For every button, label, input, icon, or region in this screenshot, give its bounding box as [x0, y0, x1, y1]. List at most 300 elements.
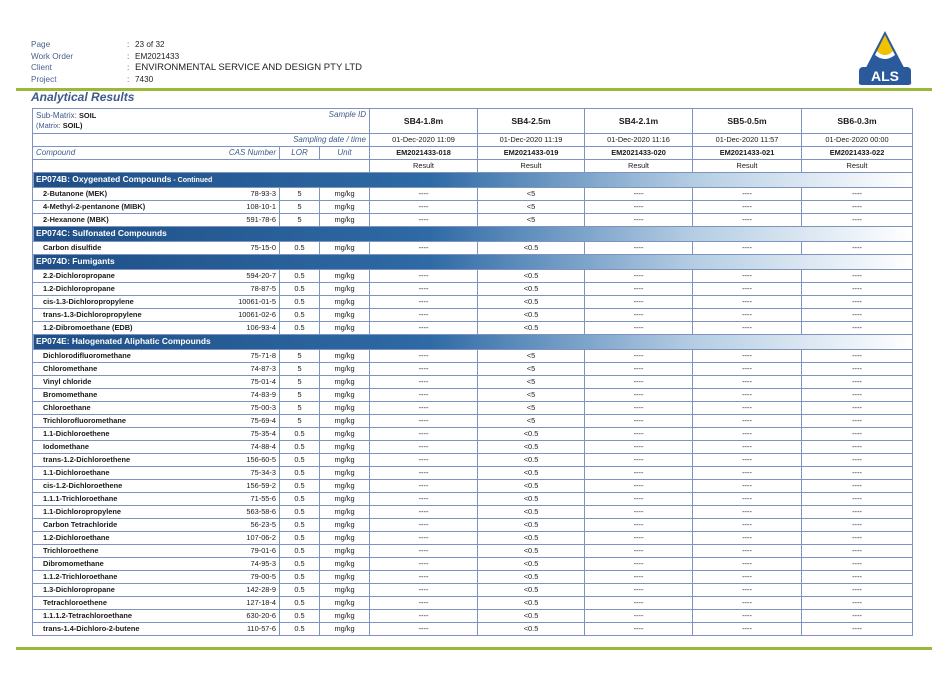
table-row [33, 376, 913, 389]
section-header-row [33, 173, 913, 188]
table-row [33, 428, 913, 441]
sampling-date-cell: 01-Dec-2020 11:19 [478, 134, 585, 147]
result-cell: ---- [585, 441, 693, 454]
unit-cell: mg/kg [320, 242, 370, 255]
compound-cell: 4-Methyl-2-pentanone (MIBK) [33, 201, 208, 214]
result-cell: ---- [370, 188, 478, 201]
result-cell: ---- [802, 467, 913, 480]
lor-cell: 0.5 [280, 242, 320, 255]
result-cell: ---- [370, 558, 478, 571]
result-cell: <0.5 [478, 610, 585, 623]
cas-cell: 156-59-2 [208, 480, 280, 493]
lor-cell: 0.5 [280, 480, 320, 493]
sample-id-cell: SB6-0.3m [802, 109, 913, 134]
result-cell: ---- [693, 506, 802, 519]
meta-value: 7430 [135, 74, 154, 84]
cas-cell: 75-34-3 [208, 467, 280, 480]
lor-cell: 0.5 [280, 322, 320, 335]
result-cell: ---- [693, 363, 802, 376]
compound-cell: Tetrachloroethene [33, 597, 208, 610]
result-cell: ---- [585, 610, 693, 623]
lab-id-cell: EM2021433-021 [693, 147, 802, 160]
result-cell: <0.5 [478, 467, 585, 480]
result-cell: ---- [585, 214, 693, 227]
unit-cell: mg/kg [320, 283, 370, 296]
report-meta [31, 39, 362, 85]
page-title: Analytical Results [31, 90, 135, 104]
result-cell: ---- [370, 623, 478, 636]
lor-cell: 5 [280, 376, 320, 389]
meta-label: Client [31, 63, 52, 73]
result-cell: ---- [585, 558, 693, 571]
lab-id-cell: EM2021433-022 [802, 147, 913, 160]
result-cell: ---- [802, 493, 913, 506]
result-cell: ---- [585, 296, 693, 309]
lor-cell: 0.5 [280, 597, 320, 610]
result-cell: ---- [802, 545, 913, 558]
result-cell: ---- [585, 283, 693, 296]
result-label: Result [370, 160, 478, 173]
result-cell: ---- [585, 545, 693, 558]
table-row [33, 493, 913, 506]
section-title [33, 255, 913, 270]
result-cell: ---- [802, 506, 913, 519]
result-cell: ---- [693, 270, 802, 283]
result-cell: ---- [693, 441, 802, 454]
section-header-row [33, 255, 913, 270]
result-cell: <0.5 [478, 428, 585, 441]
result-cell: ---- [693, 283, 802, 296]
result-cell: ---- [370, 597, 478, 610]
lor-cell: 5 [280, 402, 320, 415]
result-cell: ---- [585, 571, 693, 584]
cas-cell: 75-69-4 [208, 415, 280, 428]
result-cell: ---- [370, 493, 478, 506]
result-cell: ---- [802, 363, 913, 376]
result-cell: ---- [802, 322, 913, 335]
unit-cell: mg/kg [320, 389, 370, 402]
sampling-date-cell: 01-Dec-2020 11:09 [370, 134, 478, 147]
cas-cell: 75-35-4 [208, 428, 280, 441]
meta-label: Work Order [31, 51, 74, 61]
sampling-date-cell: 01-Dec-2020 11:57 [693, 134, 802, 147]
result-cell: <5 [478, 363, 585, 376]
cas-cell: 156-60-5 [208, 454, 280, 467]
result-cell: ---- [585, 389, 693, 402]
unit-cell: mg/kg [320, 415, 370, 428]
compound-cell: Chloroethane [33, 402, 208, 415]
compound-cell: Iodomethane [33, 441, 208, 454]
result-cell: ---- [370, 480, 478, 493]
lor-cell: 0.5 [280, 532, 320, 545]
unit-cell: mg/kg [320, 441, 370, 454]
result-cell: ---- [693, 188, 802, 201]
result-cell: ---- [370, 201, 478, 214]
cas-cell: 10061-02-6 [208, 309, 280, 322]
compound-cell: Trichloroethene [33, 545, 208, 558]
bottom-rule [16, 647, 932, 650]
lor-cell: 0.5 [280, 623, 320, 636]
result-cell: ---- [370, 270, 478, 283]
unit-cell: mg/kg [320, 493, 370, 506]
lab-id-cell: EM2021433-019 [478, 147, 585, 160]
lor-cell: 0.5 [280, 283, 320, 296]
result-cell: <5 [478, 201, 585, 214]
result-cell: ---- [802, 623, 913, 636]
result-cell: ---- [585, 454, 693, 467]
result-cell: ---- [693, 454, 802, 467]
lor-cell: 5 [280, 214, 320, 227]
result-cell: ---- [802, 584, 913, 597]
result-cell: ---- [693, 558, 802, 571]
lor-cell: 0.5 [280, 545, 320, 558]
result-cell: <0.5 [478, 480, 585, 493]
result-cell: ---- [370, 402, 478, 415]
lor-cell: 0.5 [280, 584, 320, 597]
lor-cell: 5 [280, 350, 320, 363]
table-row [33, 441, 913, 454]
result-cell: ---- [370, 376, 478, 389]
cas-cell: 71-55-6 [208, 493, 280, 506]
meta-work-order-row: Work Order : EM2021433 [31, 51, 180, 61]
meta-project-row: Project : 7430 [31, 74, 154, 84]
result-cell: ---- [585, 188, 693, 201]
meta-label: Page [31, 40, 51, 49]
result-cell: <0.5 [478, 545, 585, 558]
result-cell: ---- [585, 242, 693, 255]
matrix-value: SOIL) [62, 121, 83, 130]
cas-cell: 563-58-6 [208, 506, 280, 519]
result-cell: ---- [370, 467, 478, 480]
table-row [33, 597, 913, 610]
result-cell: ---- [370, 363, 478, 376]
result-cell: <5 [478, 415, 585, 428]
section-header-row [33, 335, 913, 350]
result-cell: ---- [370, 506, 478, 519]
unit-cell: mg/kg [320, 322, 370, 335]
unit-cell: mg/kg [320, 571, 370, 584]
lor-cell: 5 [280, 201, 320, 214]
result-cell: <0.5 [478, 270, 585, 283]
unit-cell: mg/kg [320, 376, 370, 389]
table-row [33, 415, 913, 428]
result-cell: ---- [585, 597, 693, 610]
table-row [33, 519, 913, 532]
lor-cell: 5 [280, 389, 320, 402]
result-cell: ---- [585, 322, 693, 335]
result-cell: ---- [370, 283, 478, 296]
meta-value: ENVIRONMENTAL SERVICE AND DESIGN PTY LTD [135, 62, 362, 74]
result-cell: ---- [693, 415, 802, 428]
unit-cell: mg/kg [320, 558, 370, 571]
table-row [33, 296, 913, 309]
unit-cell: mg/kg [320, 584, 370, 597]
result-cell: ---- [585, 415, 693, 428]
result-cell: ---- [370, 441, 478, 454]
cas-cell: 74-95-3 [208, 558, 280, 571]
cas-cell: 10061-01-5 [208, 296, 280, 309]
result-cell: ---- [585, 270, 693, 283]
table-row [33, 584, 913, 597]
compound-cell: Bromomethane [33, 389, 208, 402]
cas-cell: 56-23-5 [208, 519, 280, 532]
section-title [33, 227, 913, 242]
cas-cell: 74-88-4 [208, 441, 280, 454]
lor-cell: 0.5 [280, 467, 320, 480]
result-cell: ---- [802, 454, 913, 467]
compound-cell: 1.1.1-Trichloroethane [33, 493, 208, 506]
lor-header: LOR [280, 147, 320, 160]
unit-cell: mg/kg [320, 480, 370, 493]
compound-cell: 1.1-Dichloroethane [33, 467, 208, 480]
result-label: Result [478, 160, 585, 173]
results-body [33, 109, 913, 636]
result-cell: <5 [478, 389, 585, 402]
table-row [33, 467, 913, 480]
unit-cell: mg/kg [320, 214, 370, 227]
lor-cell: 5 [280, 415, 320, 428]
lor-cell: 0.5 [280, 428, 320, 441]
result-cell: ---- [802, 389, 913, 402]
table-row [33, 532, 913, 545]
compound-cell: 1.1-Dichloropropylene [33, 506, 208, 519]
result-cell: ---- [370, 214, 478, 227]
lor-cell: 0.5 [280, 558, 320, 571]
result-cell: ---- [693, 322, 802, 335]
result-cell: ---- [693, 519, 802, 532]
section-title-text: EP074B: Oxygenated Compounds [36, 174, 172, 184]
cas-cell: 106-93-4 [208, 322, 280, 335]
table-row [33, 363, 913, 376]
lor-cell: 0.5 [280, 309, 320, 322]
lor-cell: 0.5 [280, 441, 320, 454]
meta-value: 23 of 32 [135, 40, 165, 49]
cas-header: CAS Number [208, 147, 280, 160]
result-cell: ---- [585, 506, 693, 519]
result-cell: ---- [802, 558, 913, 571]
result-cell: <0.5 [478, 571, 585, 584]
sample-id-cell: SB4-1.8m [370, 109, 478, 134]
result-cell: <0.5 [478, 283, 585, 296]
table-row [33, 309, 913, 322]
result-cell: ---- [370, 350, 478, 363]
result-cell: ---- [693, 296, 802, 309]
result-cell: ---- [802, 376, 913, 389]
lor-cell: 0.5 [280, 454, 320, 467]
result-cell: ---- [585, 623, 693, 636]
compound-cell: Vinyl chloride [33, 376, 208, 389]
result-cell: <0.5 [478, 506, 585, 519]
sub-matrix-value: SOIL [78, 111, 97, 120]
compound-cell: 1.2-Dichloropropane [33, 283, 208, 296]
compound-header: Compound [33, 147, 208, 160]
unit-cell: mg/kg [320, 597, 370, 610]
result-cell: ---- [802, 296, 913, 309]
unit-cell: mg/kg [320, 454, 370, 467]
result-cell: ---- [802, 519, 913, 532]
result-cell: <0.5 [478, 441, 585, 454]
results-table [32, 108, 913, 636]
unit-cell: mg/kg [320, 363, 370, 376]
table-row [33, 389, 913, 402]
compound-cell: cis-1.3-Dichloropropylene [33, 296, 208, 309]
result-cell: <0.5 [478, 558, 585, 571]
sub-matrix-label: Sub-Matrix: [36, 111, 77, 120]
result-cell: ---- [370, 519, 478, 532]
cas-cell: 75-01-4 [208, 376, 280, 389]
compound-cell: Chloromethane [33, 363, 208, 376]
table-row [33, 242, 913, 255]
result-cell: ---- [693, 571, 802, 584]
result-cell: ---- [693, 584, 802, 597]
result-cell: ---- [802, 480, 913, 493]
result-cell: <0.5 [478, 532, 585, 545]
unit-cell: mg/kg [320, 201, 370, 214]
table-row [33, 402, 913, 415]
section-header-row [33, 227, 913, 242]
cas-cell: 594-20-7 [208, 270, 280, 283]
result-cell: ---- [693, 376, 802, 389]
meta-page-row: Page : 23 of 32 [31, 40, 165, 49]
matrix-cell [33, 109, 280, 134]
cas-cell: 75-00-3 [208, 402, 280, 415]
sample-id-label: Sample ID [280, 109, 370, 134]
cas-cell: 107-06-2 [208, 532, 280, 545]
result-cell: ---- [693, 532, 802, 545]
result-cell: <0.5 [478, 296, 585, 309]
table-row [33, 322, 913, 335]
result-cell: ---- [585, 532, 693, 545]
compound-cell: 1.3-Dichloropropane [33, 584, 208, 597]
lor-cell: 0.5 [280, 270, 320, 283]
result-cell: <0.5 [478, 584, 585, 597]
result-cell: ---- [585, 376, 693, 389]
compound-cell: 1.2-Dichloroethane [33, 532, 208, 545]
result-cell: <0.5 [478, 309, 585, 322]
unit-cell: mg/kg [320, 467, 370, 480]
meta-client-row: Client : ENVIRONMENTAL SERVICE AND DESIGN PTY LTD [31, 62, 362, 74]
compound-cell: Carbon disulfide [33, 242, 208, 255]
result-cell: ---- [370, 322, 478, 335]
result-cell: ---- [802, 309, 913, 322]
result-cell: ---- [370, 415, 478, 428]
compound-cell: cis-1.2-Dichloroethene [33, 480, 208, 493]
result-cell: ---- [585, 428, 693, 441]
result-cell: <5 [478, 376, 585, 389]
result-cell: ---- [585, 493, 693, 506]
sampling-date-row [33, 134, 913, 147]
result-cell: ---- [370, 242, 478, 255]
result-cell: ---- [802, 597, 913, 610]
section-title [33, 173, 913, 188]
compound-cell: Trichlorofluoromethane [33, 415, 208, 428]
result-cell: ---- [802, 610, 913, 623]
result-cell: ---- [693, 242, 802, 255]
result-cell: ---- [693, 480, 802, 493]
result-cell: ---- [585, 201, 693, 214]
sampling-date-cell: 01-Dec-2020 11:16 [585, 134, 693, 147]
result-label-row [33, 160, 913, 173]
section-title [33, 335, 913, 350]
result-cell: ---- [802, 201, 913, 214]
compound-cell: 2.2-Dichloropropane [33, 270, 208, 283]
result-cell: ---- [585, 480, 693, 493]
result-cell: ---- [370, 584, 478, 597]
result-cell: ---- [693, 350, 802, 363]
result-label: Result [585, 160, 693, 173]
lor-cell: 5 [280, 188, 320, 201]
table-row [33, 571, 913, 584]
matrix-label: (Matrix: [36, 121, 61, 130]
result-cell: ---- [370, 296, 478, 309]
table-row [33, 506, 913, 519]
lor-cell: 0.5 [280, 610, 320, 623]
result-label: Result [693, 160, 802, 173]
result-cell: <5 [478, 214, 585, 227]
result-cell: <0.5 [478, 623, 585, 636]
cas-cell: 74-83-9 [208, 389, 280, 402]
result-cell: ---- [802, 283, 913, 296]
result-cell: <5 [478, 350, 585, 363]
compound-cell: trans-1.3-Dichloropropylene [33, 309, 208, 322]
top-rule [16, 88, 932, 91]
result-cell: <5 [478, 188, 585, 201]
unit-cell: mg/kg [320, 519, 370, 532]
unit-cell: mg/kg [320, 296, 370, 309]
result-cell: ---- [693, 467, 802, 480]
result-cell: ---- [693, 545, 802, 558]
result-cell: ---- [802, 350, 913, 363]
table-row [33, 270, 913, 283]
compound-cell: 1.2-Dibromoethane (EDB) [33, 322, 208, 335]
table-row [33, 214, 913, 227]
result-cell: ---- [585, 519, 693, 532]
table-row [33, 558, 913, 571]
result-cell: ---- [802, 571, 913, 584]
table-row [33, 623, 913, 636]
cas-cell: 78-93-3 [208, 188, 280, 201]
lab-id-cell: EM2021433-020 [585, 147, 693, 160]
cas-cell: 108-10-1 [208, 201, 280, 214]
table-row [33, 201, 913, 214]
result-cell: ---- [802, 428, 913, 441]
result-cell: ---- [693, 309, 802, 322]
compound-cell: 1.1.2-Trichloroethane [33, 571, 208, 584]
unit-cell: mg/kg [320, 309, 370, 322]
result-cell: <0.5 [478, 493, 585, 506]
unit-cell: mg/kg [320, 532, 370, 545]
unit-cell: mg/kg [320, 623, 370, 636]
sample-id-cell: SB4-2.5m [478, 109, 585, 134]
result-cell: ---- [585, 584, 693, 597]
result-cell: ---- [370, 545, 478, 558]
lor-cell: 0.5 [280, 571, 320, 584]
lab-id-cell: EM2021433-018 [370, 147, 478, 160]
compound-cell: Carbon Tetrachloride [33, 519, 208, 532]
result-cell: ---- [802, 415, 913, 428]
unit-cell: mg/kg [320, 350, 370, 363]
cas-cell: 74-87-3 [208, 363, 280, 376]
compound-cell: trans-1.4-Dichloro-2-butene [33, 623, 208, 636]
result-cell: ---- [802, 188, 913, 201]
result-label: Result [802, 160, 913, 173]
table-row [33, 283, 913, 296]
cas-cell: 142-28-9 [208, 584, 280, 597]
result-cell: ---- [802, 402, 913, 415]
unit-cell: mg/kg [320, 610, 370, 623]
cas-cell: 127-18-4 [208, 597, 280, 610]
sampling-date-label: Sampling date / time [33, 134, 370, 147]
